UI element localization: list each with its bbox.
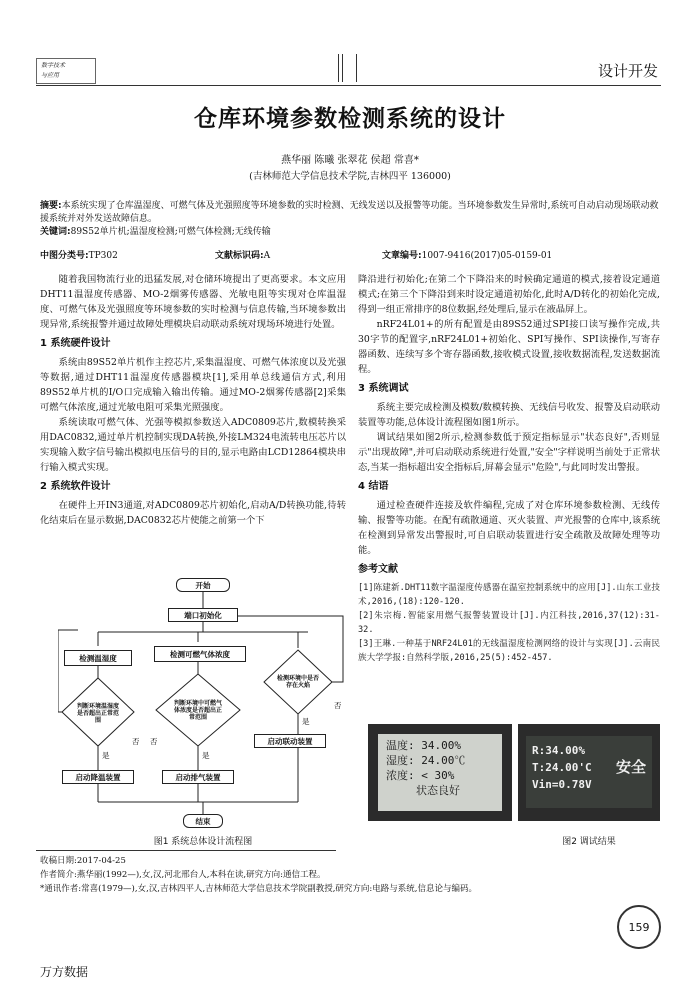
hardware-paragraph-2: 系统读取可燃气体、光强等模拟参数送入ADC0809芯片,数模转换采用DAC0832,通过单片机控制实现DA转换,外接LM324电流转电压芯片以实现输入数字信号输出模拟电压信号的目的,显示电路由LCD12864模块串行输入模式实现。	[40, 417, 346, 473]
lcd-photo-2	[518, 724, 660, 821]
affiliation: (吉林师范大学信息技术学院,吉林四平 136000)	[249, 171, 451, 182]
heading-hardware: 1 系统硬件设计	[40, 338, 111, 349]
reference-3: [3]王琳.一种基于NRF24L01的无线温湿度检测网络的设计与实现[J].云南民族大学学报:自然科学版,2016,25(5):452-457.	[358, 639, 660, 663]
no-label: 否	[150, 737, 158, 746]
watermark: 万方数据	[40, 965, 89, 979]
author-bio: 作者简介:燕华丽(1992—),女,汉,河北邢台人,本科在读,研究方向:通信工程。	[40, 870, 326, 880]
intro-paragraph: 随着我国物流行业的迅猛发展,对仓储环境提出了更高要求。本文应用DHT11温湿度传感器、MO-2烟雾传感器、光敏电阻等实现对仓库温湿度、可燃气体及光强照度等环境参数的实时检测与信息传输,当环境参数出现异常,系统报警并通过故障处理模块启动联动系统对现场环境进行处置。	[40, 274, 346, 330]
figure-1-caption: 图1 系统总体设计流程图	[153, 837, 253, 847]
references-title: 参考文献	[358, 564, 398, 575]
corresponding-author: *通讯作者:常喜(1979—),女,汉,吉林四平人,吉林师范大学信息技术学院副教授,研究方向:电路与系统,信息论与编码。	[40, 884, 477, 894]
article-number: 文章编号:1007-9416(2017)05-0159-01	[382, 251, 553, 261]
adc-paragraph: 降沿进行初始化;在第二个下降沿来的时候确定通道的模式,接着设定通道模式;在第三个下降沿到来时设定通道初始化,此时A/D转化的初始化完成,得到一组正常排序的8位数据,经处理后,显示在液晶屏上。	[358, 274, 660, 315]
flow-detect-gas: 检测可燃气体浓度	[154, 646, 246, 662]
debug-paragraph-1: 系统主要完成检测及模数/数模转换、无线信号收发、报警及启动联动装置等功能,总体设计流程图如图1所示。	[358, 402, 660, 428]
figure-2-caption: 图2 调试结果	[562, 837, 616, 847]
lcd-photo-1	[368, 724, 512, 821]
doc-code: 文献标识码:A	[215, 251, 271, 261]
lcd-screen-2: R:34.00% T:24.00'C Vin=0.78V 安全	[526, 736, 652, 808]
heading-software: 2 系统软件设计	[40, 481, 111, 492]
flow-judge-temp-humidity: 判断环境温湿度是否超出正常范围	[76, 702, 119, 724]
journal-logo: 数字技术 与应用	[36, 58, 96, 84]
hardware-paragraph-1: 系统由89S52单片机作主控芯片,采集温湿度、可燃气体浓度以及光强等数据,通过DHT11温湿度传感器模块[1],采用单总线通信方式,利用89S52单片机的I/O口完成输入输出传输。通过MO-2烟雾传感器[2]采集可燃气体浓度,通过光敏电阻可采集光照强度。	[40, 357, 346, 413]
heading-conclusion: 4 结语	[358, 481, 389, 492]
section-label: 设计开发	[597, 62, 658, 80]
page-number-seal: 159	[617, 905, 661, 949]
yes-label: 是	[302, 717, 310, 726]
nrf-paragraph: nRF24L01+的所有配置是由89S52通过SPI接口读写操作完成,共30字节的配置字,nRF24L01+初始化、SPI写操作、SPI读操作,写寄存器函数、连续写多个寄存器函数,接收模式设置,接收数据流程,发送数据流程。	[358, 319, 660, 375]
software-paragraph: 在硬件上开IN3通道,对ADC0809芯片初始化,启动A/D转换功能,待转化结束后在显示数据,DAC0832芯片使能之前第一个下	[40, 500, 346, 526]
debug-paragraph-2: 调试结果如图2所示,检测参数低于预定指标显示"状态良好",否则显示"出现故障",并可启动联动系统进行处置,"安全"字样说明当前处于正常状态,当某一指标超出安全指标后,屏幕会显示"危险",与此同时发出警报。	[358, 432, 660, 473]
authors: 燕华丽 陈曦 张翠花 侯超 常喜*	[281, 155, 419, 166]
flow-start-linkage: 启动联动装置	[254, 734, 326, 748]
flow-detect-temp-humidity: 检测温湿度	[64, 650, 132, 666]
heading-debug: 3 系统调试	[358, 383, 409, 394]
flow-judge-gas: 判断环境中可燃气体浓度是否超出正常范围	[173, 699, 222, 721]
abstract-text: 本系统实现了仓库温湿度、可燃气体及光强照度等环境参数的实时检测、无线发送以及报警等功能。当环境参数发生异常时,系统可自动启动现场联动救援系统并对外发送故障信息。	[40, 201, 659, 224]
flow-start: 开始	[176, 578, 230, 592]
yes-label: 是	[202, 751, 210, 760]
flow-judge-fire: 检测环境中是否存在火焰	[277, 675, 320, 689]
flowchart-figure	[58, 570, 348, 832]
article-title: 仓库环境参数检测系统的设计	[194, 105, 506, 132]
flow-init: 端口初始化	[168, 608, 238, 622]
flow-start-cooling: 启动降温装置	[62, 770, 134, 784]
received-date: 收稿日期:2017-04-25	[40, 856, 126, 866]
keywords: 89S52单片机;温湿度检测;可燃气体检测;无线传输	[70, 227, 271, 237]
no-label: 否	[334, 701, 342, 710]
right-column	[358, 272, 660, 665]
reference-1: [1]陈建新.DHT11数字温湿度传感器在温室控制系统中的应用[J].山东工业技术,2016,(18):120-120.	[358, 583, 660, 607]
header-rule	[36, 85, 661, 86]
flow-start-exhaust: 启动排气装置	[162, 770, 234, 784]
clc: 中图分类号:TP302	[40, 251, 118, 261]
lcd-screen-1: 温度: 34.00% 湿度: 24.00℃ 浓度: < 30% 状态良好	[378, 734, 502, 811]
no-label: 否	[132, 737, 140, 746]
abstract-block: 摘要:本系统实现了仓库温湿度、可燃气体及光强照度等环境参数的实时检测、无线发送以及报警等功能。当环境参数发生异常时,系统可自动启动现场联动救援系统并对外发送故障信息。 关键词:89S52单片机;温湿度检测;可燃气体检测;无线传输	[40, 201, 659, 237]
conclusion-paragraph: 通过检查硬件连接及软件编程,完成了对仓库环境参数检测、无线传输、报警等功能。在配有疏散通道、灭火装置、声光报警的仓库中,该系统在检测到异常发出警报时,可自启联动装置进行安全疏散及故障处理等功能。	[358, 500, 660, 556]
flow-end: 结束	[183, 814, 223, 828]
footnote-rule	[36, 850, 336, 851]
left-column	[40, 272, 346, 528]
reference-2: [2]朱宗梅.智能家用燃气报警装置设计[J].内江科技,2016,37(12):31-32.	[358, 611, 660, 635]
yes-label: 是	[102, 751, 110, 760]
